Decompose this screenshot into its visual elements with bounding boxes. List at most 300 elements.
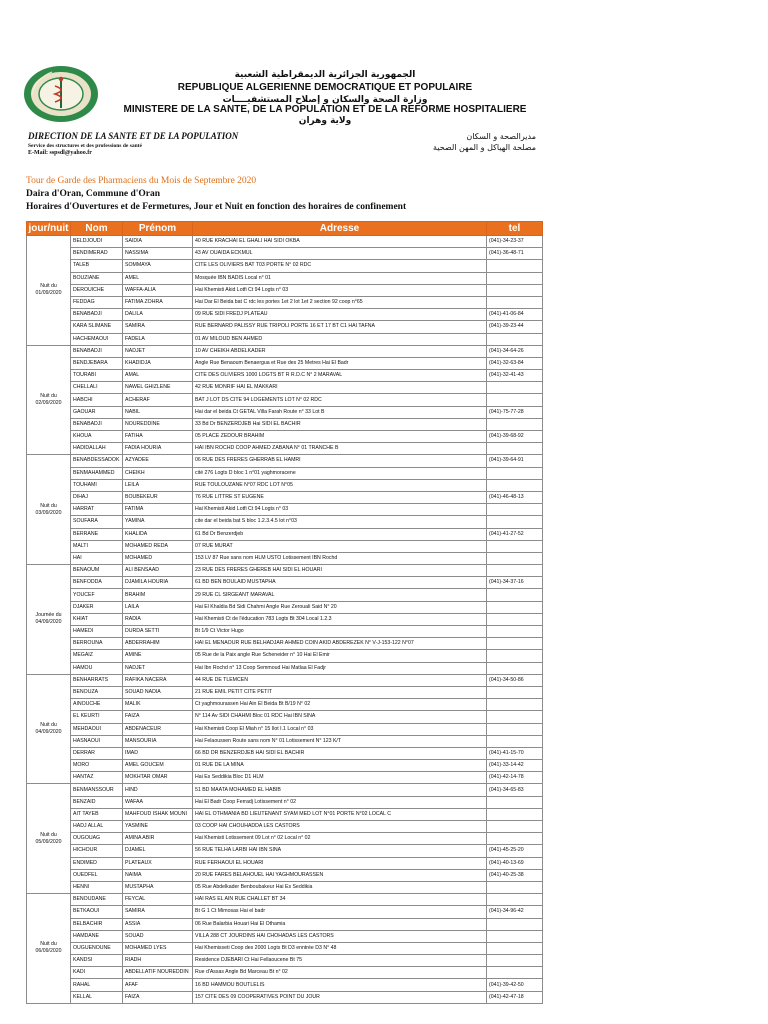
tel-cell (487, 260, 543, 272)
nom-cell: DERRAR (71, 747, 123, 759)
tel-cell (487, 955, 543, 967)
adresse-cell: RUE TOULOUZANE N°07 RDC LOT N°05 (193, 479, 487, 491)
ministry-emblem-icon (22, 64, 100, 124)
adresse-cell: Bt 1/9 Ct Victor Hugo (193, 626, 487, 638)
day-cell: Nuit du 01/09/2020 (27, 236, 71, 346)
adresse-cell: Ct yaghmourassen Hai Ain El Beida Bt B/19 N° 02 (193, 699, 487, 711)
nom-cell: BENABADJI (71, 345, 123, 357)
tel-cell: (041)-42-14-78 (487, 772, 543, 784)
adresse-cell: 23 RUE DES FRERES GHEREB HAI SIDI EL HOUARI (193, 565, 487, 577)
nom-cell: HAMOU (71, 662, 123, 674)
table-row (27, 565, 543, 577)
table-row (27, 906, 543, 918)
table-row (27, 491, 543, 503)
adresse-cell: 43 AV OUAIDA ECKMUL (193, 248, 487, 260)
tel-cell (487, 711, 543, 723)
prenom-cell: AMEL GOUCEM (123, 760, 193, 772)
nom-cell: BENHARRATS (71, 674, 123, 686)
adresse-cell: 61 BD BEN BOULAID MUSTAPHA (193, 577, 487, 589)
adresse-cell: cité 276 Logts D bloc 1 n°01 yaghmoracene (193, 467, 487, 479)
prenom-cell: AMEL (123, 272, 193, 284)
table-row (27, 979, 543, 991)
prenom-cell: ABDELLATIF NOUREDDIN (123, 967, 193, 979)
nom-cell: HACHEMAOUI (71, 333, 123, 345)
adresse-cell: 61 Bd Dr Benzerdjeb (193, 528, 487, 540)
tel-cell (487, 613, 543, 625)
nom-cell: HAMEDI (71, 626, 123, 638)
table-row (27, 236, 543, 248)
daira-subtitle: Daira d'Oran, Commune d'Oran (26, 189, 161, 199)
nom-cell: HICHOUR (71, 845, 123, 857)
prenom-cell: RAFIKA NACERA (123, 674, 193, 686)
tel-cell (487, 479, 543, 491)
tel-cell (487, 504, 543, 516)
direction-name: DIRECTION DE LA SANTE ET DE LA POPULATION (28, 131, 239, 141)
adresse-cell: 56 RUE TELHA LARBI HAI IBN SINA (193, 845, 487, 857)
prenom-cell: DURDA SETTI (123, 626, 193, 638)
prenom-cell: AMAL (123, 370, 193, 382)
table-row (27, 833, 543, 845)
prenom-cell: HIND (123, 784, 193, 796)
adresse-cell: Mosquée IBN BADIS Local n° 01 (193, 272, 487, 284)
tel-cell (487, 808, 543, 820)
direction-arabic-2: مصلحة الهياكل و المهن الصحية (433, 143, 536, 152)
adresse-cell: 05 Rue Abdelkader Benboubakeur Hai Es Seddikia (193, 881, 487, 893)
adresse-cell: CITE DES OLIVIERS 1000 LOGTS BT R R.D.C N° 2 MARAVAL (193, 370, 487, 382)
prenom-cell: FATIMA (123, 504, 193, 516)
prenom-cell: MOHAMED REDA (123, 540, 193, 552)
tel-cell: (041)-32-41-43 (487, 370, 543, 382)
prenom-cell: LEILA (123, 479, 193, 491)
table-row (27, 272, 543, 284)
table-row (27, 686, 543, 698)
tel-cell: (041)-39-42-50 (487, 979, 543, 991)
prenom-cell: NAIMA (123, 869, 193, 881)
tel-cell: (041)-32-63-84 (487, 357, 543, 369)
adresse-cell: 07 RUE MURAT (193, 540, 487, 552)
hours-subtitle: Horaires d'Ouvertures et de Fermetures, Jour et Nuit en fonction des horaires de confinement (26, 202, 407, 212)
tel-cell: (041)-39-23-44 (487, 321, 543, 333)
tel-cell: (041)-34-50-86 (487, 674, 543, 686)
table-row (27, 967, 543, 979)
adresse-cell: 66 BD DR BENZERDJEB HAI SIDI EL BACHIR (193, 747, 487, 759)
tel-cell (487, 918, 543, 930)
prenom-cell: MOKHTAR OMAR (123, 772, 193, 784)
adresse-cell: Hai El Badr Coop Ferradj Lotissement n° 02 (193, 796, 487, 808)
table-row (27, 821, 543, 833)
adresse-cell: VILLA 288 CT JOURDINS HAI CHOHADAS LES CASTORS (193, 930, 487, 942)
adresse-cell: Hai El Khaldia Bd Sidi Chahmi Angle Rue Zerouali Said N° 20 (193, 601, 487, 613)
nom-cell: HABCHI (71, 394, 123, 406)
prenom-cell: ACHERAF (123, 394, 193, 406)
tel-cell: (041)-41-15-70 (487, 747, 543, 759)
column-header: Prénom (123, 222, 193, 236)
nom-cell: KELLAL (71, 991, 123, 1003)
nom-cell: KHIAT (71, 613, 123, 625)
nom-cell: BETKAOUI (71, 906, 123, 918)
adresse-cell: RUE BERNARD PALISSY RUE TRIPOLI PORTE 16 ET 17 BT C1 HAI TAFNA (193, 321, 487, 333)
prenom-cell: NOUREDDINE (123, 418, 193, 430)
tel-cell: (041)-33-14-42 (487, 760, 543, 772)
direction-arabic-1: مديرالصحة و السكان (466, 132, 536, 141)
day-cell: Nuit du 05/09/2020 (27, 784, 71, 894)
tel-cell: (041)-39-68-92 (487, 431, 543, 443)
prenom-cell: LAILA (123, 601, 193, 613)
tel-cell (487, 333, 543, 345)
adresse-cell: CITE LES OLIVIERS BAT T03 PORTE N° 02 RDC (193, 260, 487, 272)
nom-cell: KADI (71, 967, 123, 979)
nom-cell: MALTI (71, 540, 123, 552)
nom-cell: BENFODDA (71, 577, 123, 589)
table-row (27, 650, 543, 662)
nom-cell: OUEDFEL (71, 869, 123, 881)
adresse-cell: 40 RUE KRACHAI EL GHALI HAI SIDI OKBA (193, 236, 487, 248)
adresse-cell: Hai Dar El Beida bat C rdc les portes 1et 2 lot 1et 2 section 92 coop n°65 (193, 296, 487, 308)
prenom-cell: YASMINE (123, 821, 193, 833)
adresse-cell: 44 RUE DE TLEMCEN (193, 674, 487, 686)
nom-cell: AINOUCHE (71, 699, 123, 711)
document-title: Tour de Garde des Pharmaciens du Mois de Septembre 2020 (26, 176, 257, 186)
prenom-cell: NAWEL GHIZLENE (123, 382, 193, 394)
table-row (27, 942, 543, 954)
column-header: Nom (71, 222, 123, 236)
table-row (27, 248, 543, 260)
prenom-cell: AMINE (123, 650, 193, 662)
prenom-cell: RIADH (123, 955, 193, 967)
tel-cell (487, 601, 543, 613)
adresse-cell: 01 AV MILOUD BEN AHMED (193, 333, 487, 345)
nom-cell: BENDJEBARA (71, 357, 123, 369)
adresse-cell: Hai Khemisti Akid Lotfi Ct 94 Logts n° 03 (193, 504, 487, 516)
prenom-cell: DALILA (123, 309, 193, 321)
adresse-cell: 76 RUE LITTRE ST EUGENE (193, 491, 487, 503)
table-row (27, 857, 543, 869)
nom-cell: HADIDALLAH (71, 443, 123, 455)
prenom-cell: FAIZA (123, 991, 193, 1003)
adresse-cell: BAT J LOT DS CITE 94 LOGEMENTS LOT N° 02 RDC (193, 394, 487, 406)
prenom-cell: DJAMEL (123, 845, 193, 857)
adresse-cell: Hai Es Seddikia Bloc D1 HLM (193, 772, 487, 784)
nom-cell: BELDJOUDI (71, 236, 123, 248)
day-cell: Nuit du 04/09/2020 (27, 674, 71, 784)
table-row (27, 699, 543, 711)
prenom-cell: PLATEAUX (123, 857, 193, 869)
table-row (27, 955, 543, 967)
adresse-cell: HAI EL OTHMANIA BD LIEUTENANT SYAM MED LOT N°01 PORTE N°02 LOCAL C (193, 808, 487, 820)
prenom-cell: WAFFA-ALIA (123, 284, 193, 296)
table-row (27, 918, 543, 930)
nom-cell: BENMANSSOUR (71, 784, 123, 796)
tel-cell (487, 821, 543, 833)
adresse-cell: HAI EL MENAOUR RUE BELHADJAR AHMED COIN AKID ABDEREZEK N° V-J-153-122 N°07 (193, 638, 487, 650)
day-cell: Nuit du 03/09/2020 (27, 455, 71, 565)
nom-cell: KHOUA (71, 431, 123, 443)
tel-cell: (041)-34-64-26 (487, 345, 543, 357)
table-row (27, 296, 543, 308)
prenom-cell: MAHFOUD ISHAK MOUNI (123, 808, 193, 820)
table-row (27, 540, 543, 552)
table-row (27, 394, 543, 406)
prenom-cell: BOUBEKEUR (123, 491, 193, 503)
nom-cell: BENOUZA (71, 686, 123, 698)
table-row (27, 552, 543, 564)
nom-cell: BENOUDANE (71, 894, 123, 906)
nom-cell: EL KEURTI (71, 711, 123, 723)
nom-cell: KARA SLIMANE (71, 321, 123, 333)
table-row (27, 723, 543, 735)
tel-cell (487, 626, 543, 638)
nom-cell: SOUFARA (71, 516, 123, 528)
day-cell: Nuit du 06/09/2020 (27, 894, 71, 1004)
direction-service: Service des structures et des professions de santé (28, 143, 142, 149)
prenom-cell: FAIZA (123, 711, 193, 723)
table-row (27, 735, 543, 747)
nom-cell: BENABDESSADOK (71, 455, 123, 467)
prenom-cell: ALI BENSAAD (123, 565, 193, 577)
table-row (27, 516, 543, 528)
prenom-cell: FATIHA (123, 431, 193, 443)
nom-cell: MEHDAOUI (71, 723, 123, 735)
table-row (27, 357, 543, 369)
tel-cell (487, 284, 543, 296)
nom-cell: HAI (71, 552, 123, 564)
tel-cell: (041)-45-25-20 (487, 845, 543, 857)
header-ministry: MINISTERE DE LA SANTE, DE LA POPULATION ET DE LA REFORME HOSPITALIERE (123, 104, 527, 115)
prenom-cell: ABDENACEUR (123, 723, 193, 735)
tel-cell: (041)-39-64-91 (487, 455, 543, 467)
table-header-row (27, 222, 543, 236)
adresse-cell: 29 RUE CL SIRGEANT MARAVAL (193, 589, 487, 601)
nom-cell: FEDDAG (71, 296, 123, 308)
prenom-cell: MUSTAPHA (123, 881, 193, 893)
nom-cell: BERROUNA (71, 638, 123, 650)
tel-cell (487, 418, 543, 430)
tel-cell (487, 723, 543, 735)
table-row (27, 321, 543, 333)
tel-cell (487, 833, 543, 845)
prenom-cell: BRAHIM (123, 589, 193, 601)
adresse-cell: cite dar el beida bat S bloc 1.2.3.4.5 lot n°03 (193, 516, 487, 528)
table-row (27, 674, 543, 686)
nom-cell: YOUCEF (71, 589, 123, 601)
adresse-cell: 153 LV 87 Rue sans nom HLM USTO Lotissement IBN Rochd (193, 552, 487, 564)
table-row (27, 577, 543, 589)
tel-cell (487, 394, 543, 406)
nom-cell: HARRAT (71, 504, 123, 516)
adresse-cell: Rue d'Assas Angle Bd Marceau Bt n° 02 (193, 967, 487, 979)
prenom-cell: NASSIMA (123, 248, 193, 260)
table-row (27, 260, 543, 272)
tel-cell (487, 638, 543, 650)
titles-block (26, 176, 406, 212)
column-header: jour/nuit (28, 223, 69, 234)
table-row (27, 309, 543, 321)
tel-cell (487, 565, 543, 577)
nom-cell: TOUHAMI (71, 479, 123, 491)
tel-cell (487, 540, 543, 552)
adresse-cell: 09 RUE SIDI FREDJ PLATEAU (193, 309, 487, 321)
table-row (27, 796, 543, 808)
header-arabic-wilaya: ولاية وهران (298, 116, 352, 126)
header-arabic-ministry: وزارة الصحة والسكان و إصلاح المستشفيــــات (222, 95, 428, 105)
prenom-cell: NADJET (123, 662, 193, 674)
table-row (27, 528, 543, 540)
tel-cell (487, 382, 543, 394)
nom-cell: MEGAIZ (71, 650, 123, 662)
tel-cell (487, 894, 543, 906)
adresse-cell: 01 RUE DE LA MINA (193, 760, 487, 772)
table-row (27, 930, 543, 942)
pharmacy-schedule-table (26, 221, 543, 1004)
tel-cell (487, 930, 543, 942)
prenom-cell: DJAMILA HOURIA (123, 577, 193, 589)
adresse-cell: 21 RUE EMIL PETIT CITE PETIT (193, 686, 487, 698)
tel-cell (487, 516, 543, 528)
nom-cell: RAHAL (71, 979, 123, 991)
prenom-cell: SOUAD NADIA (123, 686, 193, 698)
table-row (27, 601, 543, 613)
nom-cell: BELBACHIR (71, 918, 123, 930)
tel-cell (487, 296, 543, 308)
table-row (27, 443, 543, 455)
table-row (27, 589, 543, 601)
table-row (27, 418, 543, 430)
table-row (27, 784, 543, 796)
prenom-cell: ABDERRAHIM (123, 638, 193, 650)
tel-cell: (041)-34-65-83 (487, 784, 543, 796)
nom-cell: BENABADJI (71, 418, 123, 430)
adresse-cell: Hai Khemisseti Coop des 2000 Logts Bt D3 enntrée D3 N° 48 (193, 942, 487, 954)
tel-cell: (041)-46-48-13 (487, 491, 543, 503)
nom-cell: AIT TAYEB (71, 808, 123, 820)
adresse-cell: 51 BD MAATA MOHAMED EL HABIB (193, 784, 487, 796)
prenom-cell: CHEIKH (123, 467, 193, 479)
nom-cell: BENDIMERAD (71, 248, 123, 260)
table-row (27, 382, 543, 394)
prenom-cell: IMAD (123, 747, 193, 759)
prenom-cell: AZYADEE (123, 455, 193, 467)
tel-cell (487, 967, 543, 979)
nom-cell: GAOUAR (71, 406, 123, 418)
tel-cell (487, 881, 543, 893)
nom-cell: HANTAZ (71, 772, 123, 784)
nom-cell: KANDSI (71, 955, 123, 967)
nom-cell: HADJ ALLAL (71, 821, 123, 833)
direction-block (28, 131, 238, 156)
column-header: Adresse (193, 222, 487, 236)
table-row (27, 333, 543, 345)
table-body (27, 236, 543, 1004)
adresse-cell: 42 RUE MONRIF HAI EL MAKKARI (193, 382, 487, 394)
table-row (27, 662, 543, 674)
nom-cell: OUGUENOUNE (71, 942, 123, 954)
tel-cell (487, 552, 543, 564)
adresse-cell: HAI IBN ROCHD COOP AHMED ZABANA N° 01 TRANCHE B (193, 443, 487, 455)
prenom-cell: KHADIDJA (123, 357, 193, 369)
adresse-cell: Hai Felaoussen Route sans nom N° 01 Lotissement N° 123 K/T (193, 735, 487, 747)
tel-cell: (041)-75-77-28 (487, 406, 543, 418)
prenom-cell: AFAF (123, 979, 193, 991)
nom-cell: HASNAOUI (71, 735, 123, 747)
adresse-cell: 33 Bd Dr BENZERDJEB Hai SIDI EL BACHIR (193, 418, 487, 430)
table-row (27, 504, 543, 516)
tel-cell (487, 699, 543, 711)
prenom-cell: WAFAA (123, 796, 193, 808)
table-row (27, 747, 543, 759)
table-row (27, 370, 543, 382)
tel-cell (487, 735, 543, 747)
direction-arabic-block (433, 131, 536, 153)
prenom-cell: SAMIRA (123, 321, 193, 333)
prenom-cell: SAIDIA (123, 236, 193, 248)
adresse-cell: 05 PLACE ZEDOUR BRAHIM (193, 431, 487, 443)
nom-cell: HAMDANE (71, 930, 123, 942)
adresse-cell: 10 AV CHEIKH ABDELKADER (193, 345, 487, 357)
table-row (27, 760, 543, 772)
prenom-cell: ASSIA (123, 918, 193, 930)
prenom-cell: MOHAMED (123, 552, 193, 564)
adresse-cell: Angle Rue Benaoum Benaergua et Rue des 25 Metres Hai El Badr (193, 357, 487, 369)
prenom-cell: MANSOURIA (123, 735, 193, 747)
prenom-cell: KHALIDA (123, 528, 193, 540)
header-republic: REPUBLIQUE ALGERIENNE DEMOCRATIQUE ET POPULAIRE (177, 82, 473, 93)
tel-cell: (041)-34-37-16 (487, 577, 543, 589)
adresse-cell: Hai dar el beida Ct GETAL Villa Farah Route n° 33 Lot B (193, 406, 487, 418)
nom-cell: BOUZIANE (71, 272, 123, 284)
adresse-cell: 06 Rue Balarbia Houari Hai El Othamia (193, 918, 487, 930)
prenom-cell: AMINA ABIR (123, 833, 193, 845)
nom-cell: BENMAHAMMED (71, 467, 123, 479)
table-row (27, 808, 543, 820)
nom-cell: HENNI (71, 881, 123, 893)
adresse-cell: Bt G 1 Ct Mimosas Hai el badr (193, 906, 487, 918)
nom-cell: DIHAJ (71, 491, 123, 503)
prenom-cell: SAMIRA (123, 906, 193, 918)
day-cell: Journée du 04/09/2020 (27, 565, 71, 675)
day-cell: Nuit du 02/09/2020 (27, 345, 71, 455)
table-row (27, 455, 543, 467)
table-row (27, 638, 543, 650)
nom-cell: OUGOUAG (71, 833, 123, 845)
tel-cell: (041)-40-25-38 (487, 869, 543, 881)
tel-cell (487, 272, 543, 284)
table-row (27, 431, 543, 443)
table-row (27, 772, 543, 784)
adresse-cell: N° 114 Av SIDI CHAHMI Bloc 01 RDC Hai IBN SINA (193, 711, 487, 723)
nom-cell: DEROUICHE (71, 284, 123, 296)
prenom-cell: FADIA HOURIA (123, 443, 193, 455)
adresse-cell: 20 RUE FARES BELAHOUEL HAI YAGHMOURASSEN (193, 869, 487, 881)
prenom-cell: FATIMA ZOHRA (123, 296, 193, 308)
table-row (27, 284, 543, 296)
adresse-cell: Hai Khemisti Akid Lotfi Ct 94 Logts n° 03 (193, 284, 487, 296)
adresse-cell: 05 Rue de la Paix angle Rue Scheneider n° 10 Hai El Emir (193, 650, 487, 662)
tel-cell: (041)-40-13-69 (487, 857, 543, 869)
table-row (27, 406, 543, 418)
table-row (27, 991, 543, 1003)
nom-cell: TOURABI (71, 370, 123, 382)
nom-cell: BENZAID (71, 796, 123, 808)
prenom-cell: NABIL (123, 406, 193, 418)
table-row (27, 711, 543, 723)
nom-cell: MORO (71, 760, 123, 772)
table-row (27, 626, 543, 638)
column-header: tel (487, 222, 543, 236)
tel-cell: (041)-41-06-84 (487, 309, 543, 321)
adresse-cell: 157 CITE DES 09 COOPERATIVES POINT DU JOUR (193, 991, 487, 1003)
header-arabic-republic: الجمهورية الجزائرية الديمقراطية الشعبية (234, 70, 416, 80)
nom-cell: BENAOUM (71, 565, 123, 577)
